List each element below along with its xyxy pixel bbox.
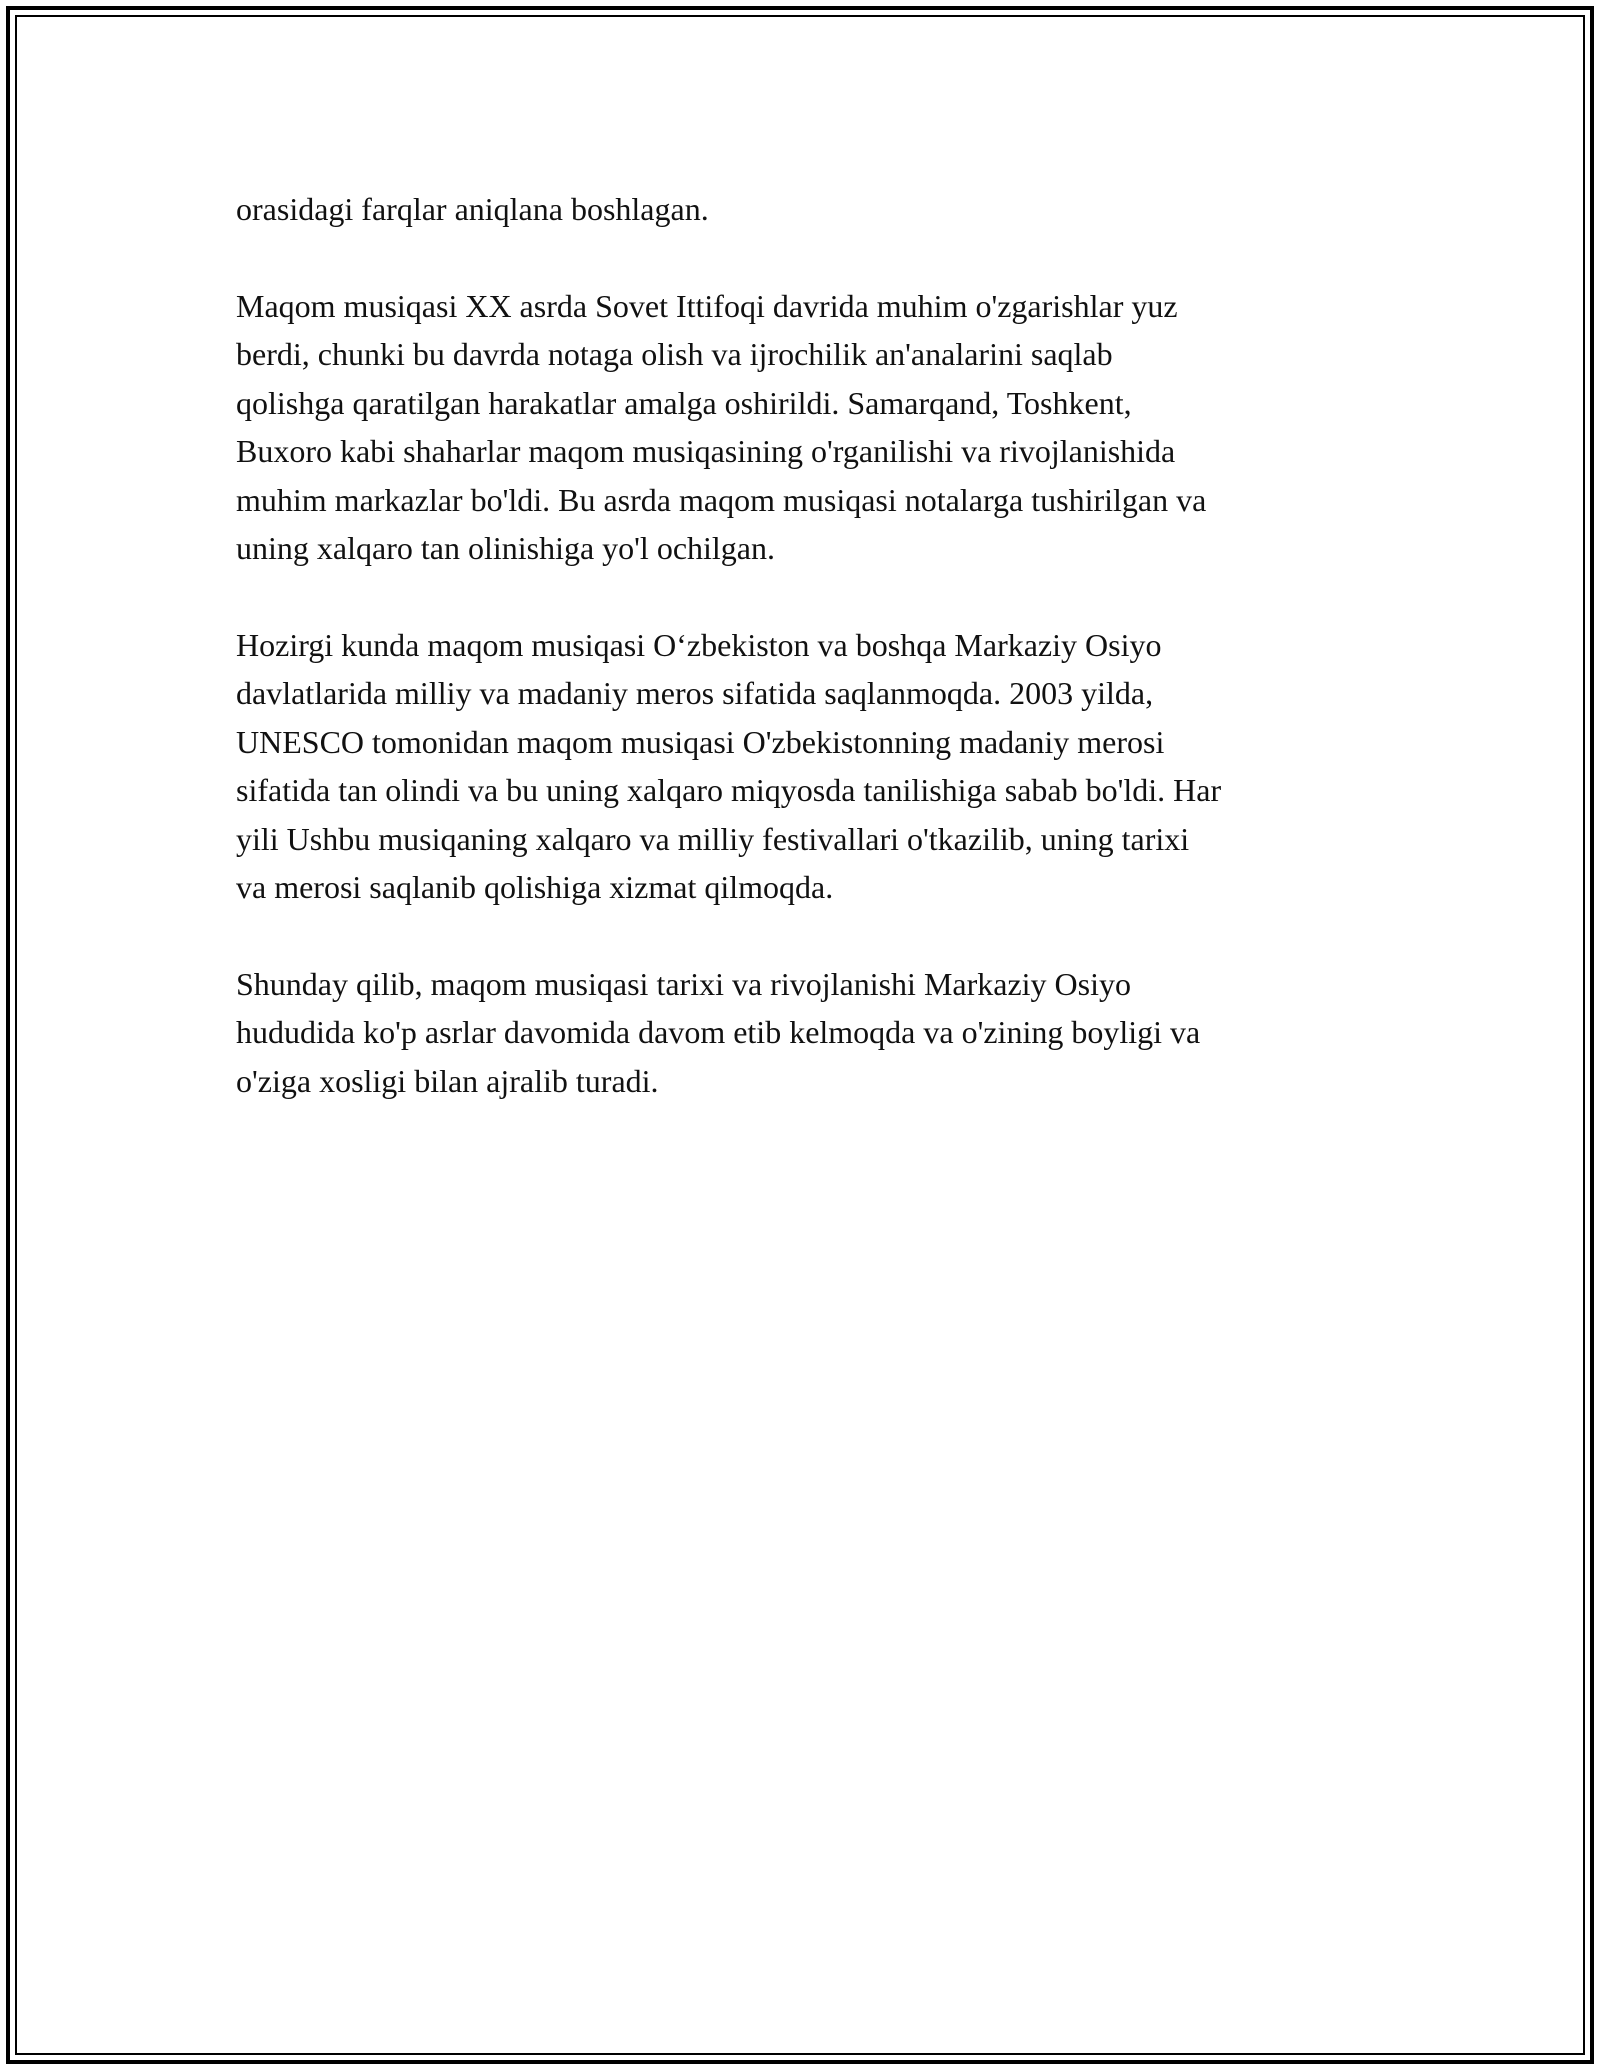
text-line: sifatida tan olindi va bu uning xalqaro miqyosda tanilishiga sabab bo'ldi. Har	[236, 772, 1222, 808]
text-line: muhim markazlar bo'ldi. Bu asrda maqom musiqasi notalarga tushirilgan va	[236, 481, 1207, 518]
text-line: berdi, chunki bu davrda notaga olish va ijrochilik an'analarini saqlab	[236, 336, 1113, 372]
paragraph-3	[236, 621, 1376, 912]
text-line: Hozirgi kunda maqom musiqasi O‘zbekiston va boshqa Markaziy Osiyo	[236, 626, 1162, 663]
paragraph-2	[236, 282, 1376, 573]
paragraph-1	[236, 185, 1376, 234]
text-line: o'ziga xosligi bilan ajralib turadi.	[236, 1062, 659, 1099]
text-line: UNESCO tomonidan maqom musiqasi O'zbekistonning madaniy merosi	[236, 723, 1165, 760]
text-line: Maqom musiqasi XX asrda Sovet Ittifoqi davrida muhim o'zgarishlar yuz	[236, 287, 1178, 324]
text-line: hududida ko'p asrlar davomida davom etib kelmoqda va o'zining boyligi va	[236, 1014, 1201, 1050]
text-line: qolishga qaratilgan harakatlar amalga oshirildi. Samarqand, Toshkent,	[236, 384, 1132, 421]
text-line: orasidagi farqlar aniqlana boshlagan.	[236, 191, 709, 227]
text-line: yili Ushbu musiqaning xalqaro va milliy festivallari o'tkazilib, uning tarixi	[236, 820, 1190, 857]
text-line: Buxoro kabi shaharlar maqom musiqasining o'rganilishi va rivojlanishida	[236, 433, 1176, 469]
paragraph-4	[236, 960, 1376, 1106]
text-line: Shunday qilib, maqom musiqasi tarixi va rivojlanishi Markaziy Osiyo	[236, 965, 1131, 1002]
document-body	[236, 185, 1376, 1153]
text-line: davlatlarida milliy va madaniy meros sifatida saqlanmoqda. 2003 yilda,	[236, 675, 1154, 711]
text-line: va merosi saqlanib qolishiga xizmat qilmoqda.	[236, 869, 834, 905]
text-line: uning xalqaro tan olinishiga yo'l ochilgan.	[236, 530, 775, 566]
